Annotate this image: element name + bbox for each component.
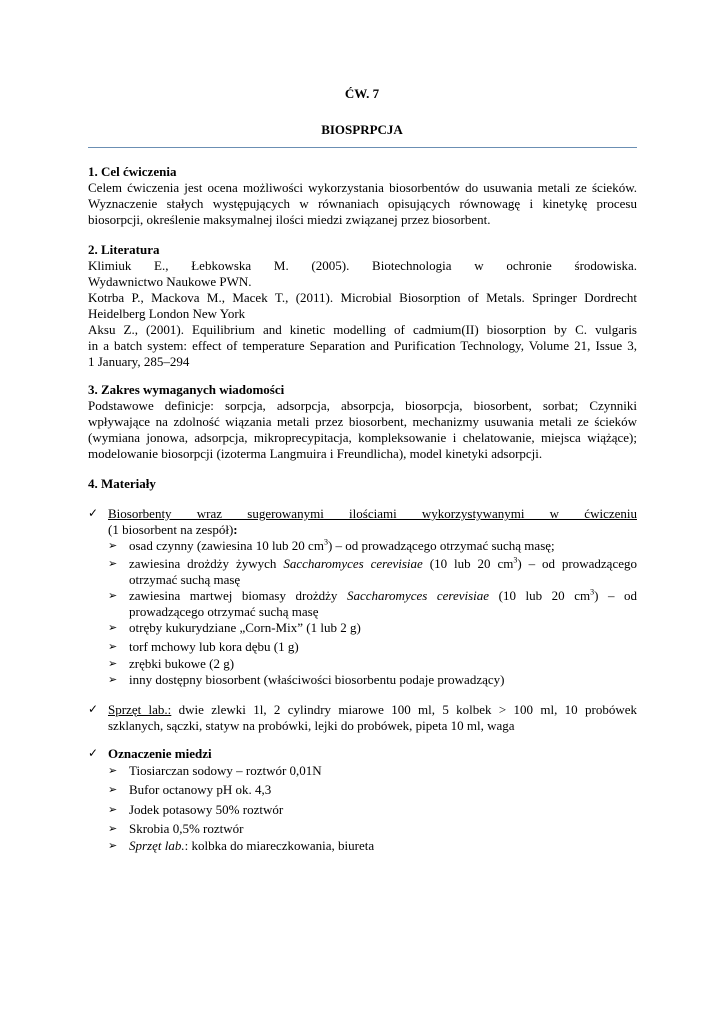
reference-line: Aksu Z., (2001). Equilibrium and kinetic modelling of cadmium(II) biosorption by C. vulgaris <box>88 322 637 337</box>
text-line: modelowanie biosorpcji (izoterma Langmuira i Freundlicha), model kinetyki adsorpcji. <box>88 446 543 461</box>
list-item: Tiosiarczan sodowy – roztwór 0,01N <box>129 763 322 778</box>
biosorbents-intro <box>108 506 637 538</box>
section-heading: 2. Literatura <box>88 242 160 257</box>
reference-line: Wydawnictwo Naukowe PWN. <box>88 274 252 289</box>
section-goal <box>88 164 637 228</box>
reference-line: Klimiuk E., Łebkowska M. (2005). Biotechnologia w ochronie środowiska. <box>88 258 637 273</box>
section-scope <box>88 382 637 462</box>
arrow-bullet-icon: ➢ <box>108 590 118 602</box>
list-item: otręby kukurydziane „Corn-Mix” (1 lub 2 g) <box>129 620 361 635</box>
section-literature <box>88 242 637 370</box>
list-item: Bufor octanowy pH ok. 4,3 <box>129 782 272 797</box>
arrow-bullet-icon: ➢ <box>108 622 118 634</box>
list-item: zawiesina martwej biomasy drożdży Saccharomyces cerevisiae (10 lub 20 $cm^3$) – od prowadzącego otrzymać suchą masę <box>129 587 637 619</box>
list-item: inny dostępny biosorbent (właściwości biosorbentu podaje prowadzący) <box>129 672 505 687</box>
text-line: Wyznaczenie stałych występujących w równaniach opisujących równowagę i kinetykę procesu <box>88 196 637 211</box>
section-heading: 1. Cel ćwiczenia <box>88 164 177 179</box>
text-line: (wymiana jonowa, adsorpcja, mikroprecypitacja, kompleksowanie i chelatowanie, miejsca wiążące); <box>88 430 637 445</box>
text-line: biosorpcji, określenie maksymalnej ilości miedzi związanej przez biosorbent. <box>88 212 491 227</box>
arrow-bullet-icon: ➢ <box>108 840 118 852</box>
biosorbents-line: Biosorbenty wraz sugerowanymi ilościami wykorzystywanymi w ćwiczeniu <box>108 506 637 521</box>
list-item: zawiesina drożdży żywych Saccharomyces cerevisiae (10 lub 20 $cm^3$) – od prowadzącego otrzymać suchą masę <box>129 555 637 587</box>
reference-line: Kotrba P., Mackova M., Macek T., (2011). Microbial Biosorption of Metals. Springer Dordrecht <box>88 290 637 305</box>
list-item: torf mchowy lub kora dębu (1 g) <box>129 639 299 654</box>
list-item: Jodek potasowy 50% roztwór <box>129 802 284 817</box>
text-line: wpływające na zdolność wiązania metali przez biosorbent, mechanizmy usuwania metali ze ścieków <box>88 414 637 429</box>
reference-line: 1 January, 285–294 <box>88 354 190 369</box>
arrow-bullet-icon: ➢ <box>108 658 118 670</box>
list-item: osad czynny (zawiesina 10 lub 20 $cm^3$) – od prowadzącego otrzymać suchą masę; <box>129 537 555 553</box>
checkmark-icon: ✓ <box>88 746 99 760</box>
section-heading: 3. Zakres wymaganych wiadomości <box>88 382 285 397</box>
arrow-bullet-icon: ➢ <box>108 558 118 570</box>
page-title: BIOSPRPCJA <box>321 122 403 137</box>
title-divider <box>88 147 637 148</box>
copper-heading: Oznaczenie miedzi <box>108 746 212 761</box>
arrow-bullet-icon: ➢ <box>108 540 118 552</box>
exercise-number: ĆW. 7 <box>344 86 380 101</box>
arrow-bullet-icon: ➢ <box>108 674 118 686</box>
section-heading: 4. Materiały <box>88 476 156 491</box>
text-line: Podstawowe definicje: sorpcja, adsorpcja, absorpcja, biosorpcja, biosorbent, sorbat; Czynniki <box>88 398 637 413</box>
list-item: Skrobia 0,5% roztwór <box>129 821 244 836</box>
list-item: zrębki bukowe (2 g) <box>129 656 235 671</box>
equipment-label: Sprzęt lab.: <box>108 702 172 717</box>
reference-line: Heidelberg London New York <box>88 306 246 321</box>
biosorbents-note: (1 biosorbent na zespół) <box>108 522 234 537</box>
equipment-line: szklanych, sączki, statyw na probówki, lejki do probówek, pipeta 10 ml, waga <box>108 718 515 733</box>
arrow-bullet-icon: ➢ <box>108 641 118 653</box>
colon: : <box>233 522 238 537</box>
equipment-list: Sprzęt lab.: dwie zlewki 1l, 2 cylindry miarowe 100 ml, 5 kolbek > 100 ml, 10 probówek szklanych, sączki, statyw na probówki, lejki do probówek, pipeta 10 ml, waga <box>108 702 637 733</box>
checkmark-icon: ✓ <box>88 506 99 520</box>
arrow-bullet-icon: ➢ <box>108 765 118 777</box>
checkmark-icon: ✓ <box>88 702 99 716</box>
reference-line: in a batch system: effect of temperature Separation and Purification Technology, Volume 21, Issue 3, <box>88 338 637 353</box>
arrow-bullet-icon: ➢ <box>108 784 118 796</box>
arrow-bullet-icon: ➢ <box>108 823 118 835</box>
list-item: Sprzęt lab.: kolbka do miareczkowania, biureta <box>129 838 375 853</box>
text-line: Celem ćwiczenia jest ocena możliwości wykorzystania biosorbentów do usuwania metali ze ścieków. <box>88 180 637 195</box>
arrow-bullet-icon: ➢ <box>108 804 118 816</box>
